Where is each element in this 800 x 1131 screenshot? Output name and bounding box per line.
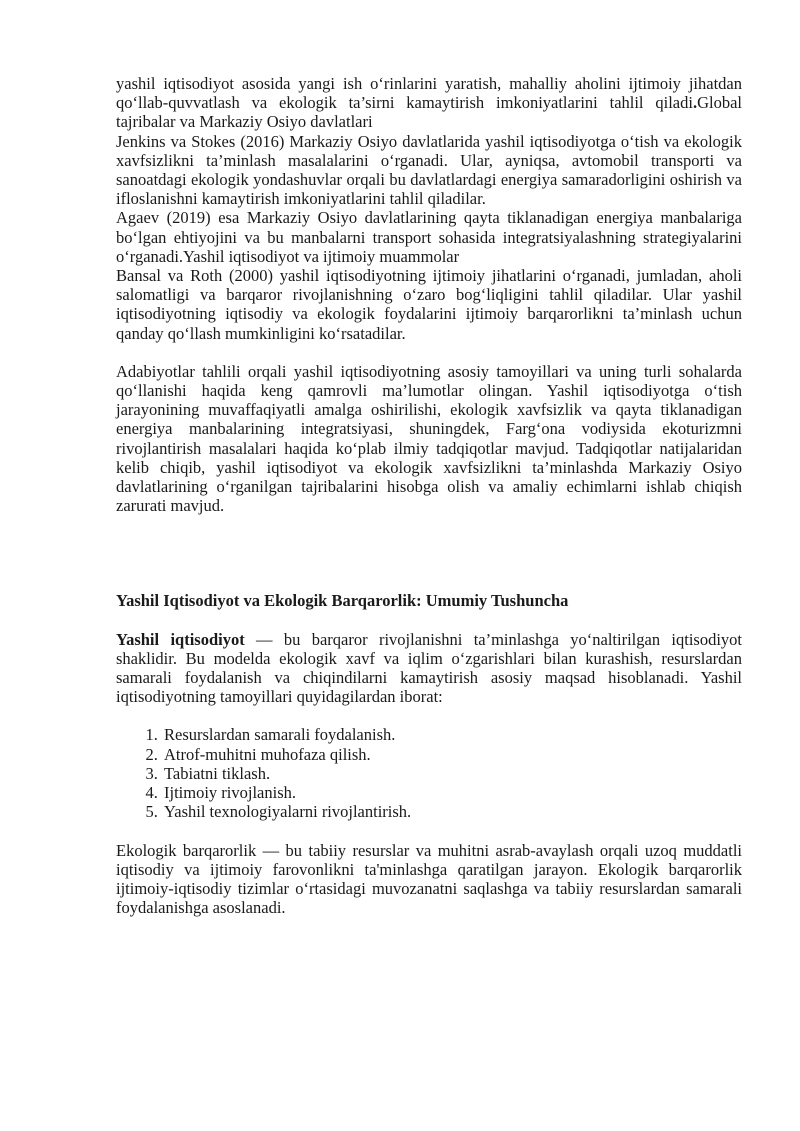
principles-list [116, 725, 742, 821]
list-item: 3. Tabiatni tiklash. [162, 764, 742, 783]
list-item: 5. Yashil texnologiyalarni rivojlantirish. [162, 802, 742, 821]
paragraph-jenkins: Jenkins va Stokes (2016) Markaziy Osiyo davlatlarida yashil iqtisodiyotga o‘tish va ekologik xavfsizlikni ta’minlash masalalarini o‘rganadi. Ular, ayniqsa, avtomobil transporti va sanoatdagi ekologik yondashuvlar orqali bu davlatlardagi energiya samaradorligini oshirish va ifloslanishni kamaytirish imkoniyatlarini tahlil qiladilar. [116, 131, 742, 209]
paragraph-literature-analysis: Adabiyotlar tahlili orqali yashil iqtisodiyotning asosiy tamoyillari va uning turli sohalarda qo‘llanishi haqida keng qamrovli ma’lumotlar olingan. Yashil iqtisodiyotga o‘tish jarayonining muvaffaqiyatli amalga oshirilishi, ekologik xavfsizlik va qayta tiklanadigan energiya manbalarining integratsiyasi, shuningdek, Farg‘ona vodiysida ekoturizmni rivojlantirish masalalari haqida ko‘plab ilmiy tadqiqotlar mavjud. Tadqiqotlar natijalaridan kelib chiqib, yashil iqtisodiyot va ekologik xavfsizlikni ta’minlashda Markaziy Osiyo davlatlarining o‘rganilgan tajribalarini hisobga olish va amaliy echimlarni ishlab chiqish zarurati mavjud. [116, 361, 742, 516]
definition-text: — bu barqaror rivojlanishni ta’minlashga yo‘naltirilgan iqtisodiyot shaklidir. Bu modelda ekologik xavf va iqlim o‘zgarishlari bilan kurashish, resurslardan samarali foydalanish va chiqindilarni kamaytirish asosiy maqsad hisoblanadi. Yashil iqtisodiyotning tamoyillari quyidagilardan iborat: [116, 629, 742, 707]
list-item: 4. Ijtimoiy rivojlanish. [162, 783, 742, 802]
list-item: 2. Atrof-muhitni muhofaza qilish. [162, 745, 742, 764]
term-green-economy: Yashil iqtisodiyot [116, 629, 245, 649]
section-heading: Yashil Iqtisodiyot va Ekologik Barqarorlik: Umumiy Tushuncha [116, 591, 569, 611]
paragraph-green-economy-definition [116, 630, 742, 707]
document-page [116, 74, 742, 917]
paragraph-intro [116, 74, 742, 132]
paragraph-bansal: Bansal va Roth (2000) yashil iqtisodiyotning ijtimoiy jihatlarini o‘rganadi, jumladan, aholi salomatligi va barqaror rivojlanishning o‘zaro bog‘liqligini tahlil qiladilar. Ular yashil iqtisodiyotning iqtisodiy va ekologik foydalarini ijtimoiy barqarorlikni ta’minlash uchun qanday qo‘llash mumkinligini ko‘rsatadilar. [116, 266, 742, 343]
paragraph-agaev: Agaev (2019) esa Markaziy Osiyo davlatlarining qayta tiklanadigan energiya manbalariga bo‘lgan ehtiyojini va bu manbalarni transport sohasida integratsiyalashning strategiyalarini o‘rganadi.Yashil iqtisodiyot va ijtimoiy muammolar [116, 208, 742, 266]
paragraph-ecological-sustainability: Ekologik barqarorlik — bu tabiiy resurslar va muhitni asrab-avaylash orqali uzoq muddatli iqtisodiy va ijtimoiy farovonlikni ta'minlashga qaratilgan jarayon. Ekologik barqarorlik ijtimoiy-iqtisodiy tizimlar o‘rtasidagi muvozanatni saqlashga va tabiiy resurslardan samarali foydalanishga asoslanadi. [116, 840, 742, 918]
bold-period: . [692, 93, 698, 113]
paragraph-intro-text: yashil iqtisodiyot asosida yangi ish o‘rinlarini yaratish, mahalliy aholini ijtimoiy jihatdan qo‘llab-quvvatlash va ekologik ta’sirni kamaytirish imkoniyatlarini tahlil qiladi [116, 74, 742, 113]
section-title-global: Global tajribalar va Markaziy Osiyo davlatlari [116, 93, 742, 132]
list-item: 1. Resurslardan samarali foydalanish. [162, 725, 742, 744]
